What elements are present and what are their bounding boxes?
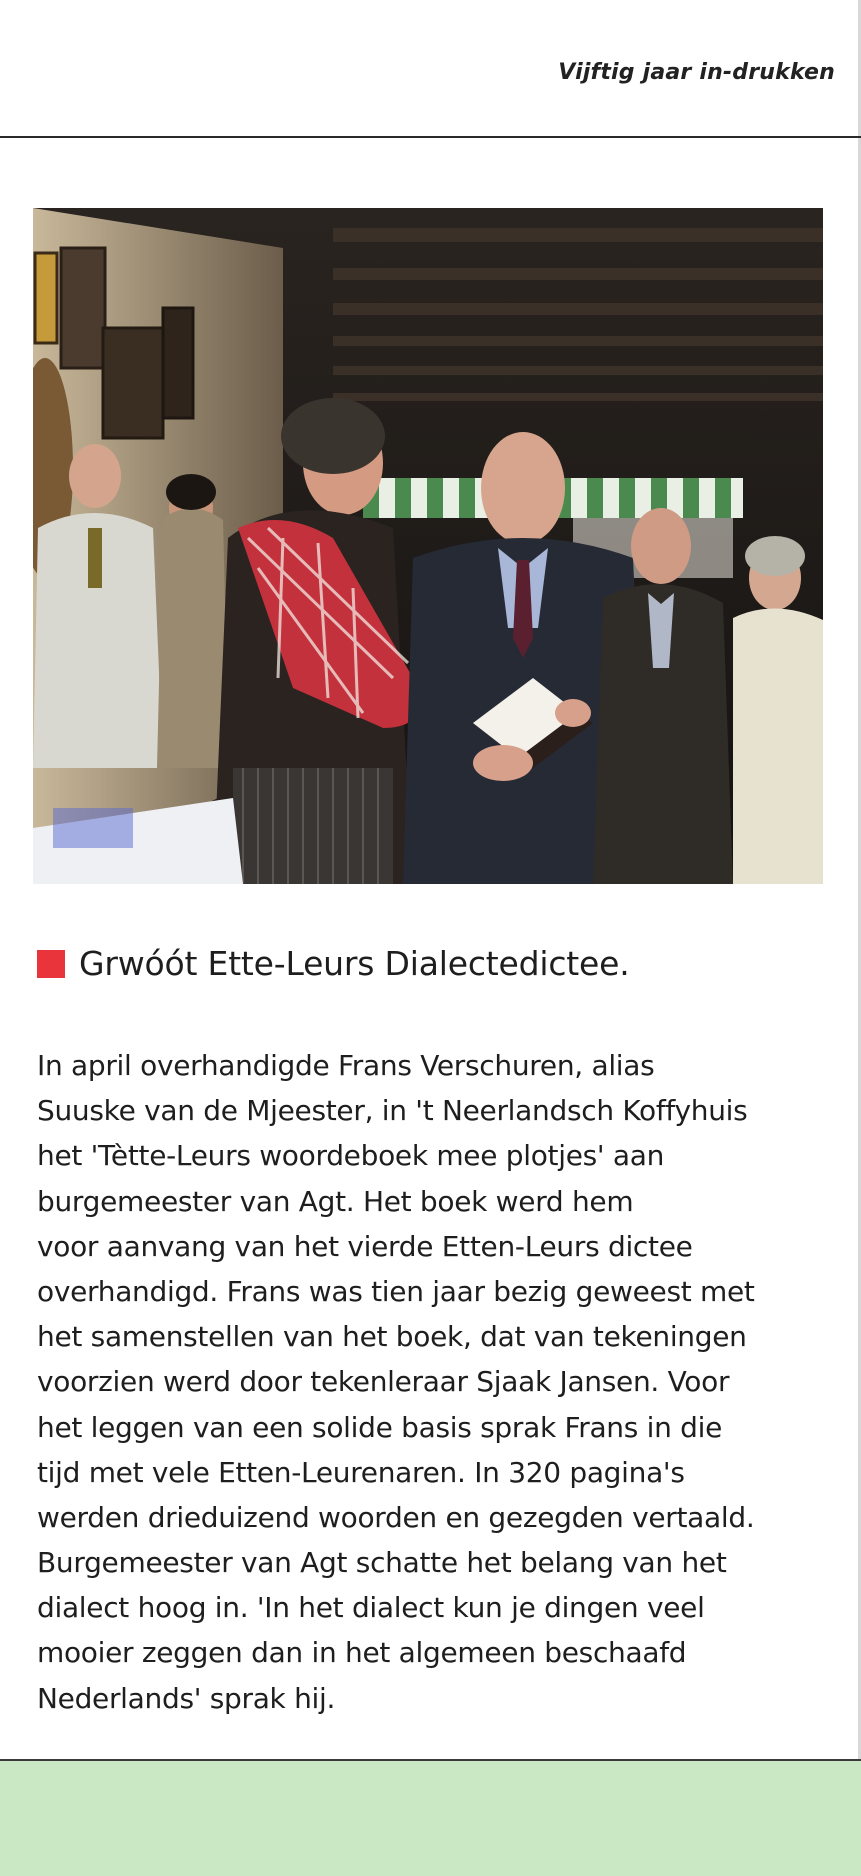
article-line: burgemeester van Agt. Het boek werd hem — [37, 1184, 634, 1218]
section-heading — [37, 944, 630, 983]
header-rule — [0, 136, 861, 138]
article-line: het samenstellen van het boek, dat van tekeningen — [37, 1320, 747, 1354]
article-line: Nederlands' sprak hij. — [37, 1681, 336, 1715]
footer-band — [0, 1761, 861, 1876]
article-line: voorzien werd door tekenleraar Sjaak Jansen. Voor — [37, 1365, 730, 1399]
article-line: Suuske van de Mjeester, in 't Neerlandsch Koffyhuis — [37, 1094, 748, 1128]
article-body — [37, 1043, 827, 1721]
heading-text: Grwóót Ette-Leurs Dialectedictee. — [79, 944, 630, 983]
article-line: voor aanvang van het vierde Etten-Leurs dictee — [37, 1229, 693, 1263]
article-photo — [33, 208, 823, 884]
article-line: In april overhandigde Frans Verschuren, alias — [37, 1049, 655, 1082]
article-line: dialect hoog in. 'In het dialect kun je dingen veel — [37, 1591, 705, 1625]
article-line: het leggen van een solide basis sprak Frans in die — [37, 1410, 723, 1444]
article-line: Burgemeester van Agt schatte het belang van het — [37, 1546, 727, 1580]
article-line: werden drieduizend woorden en gezegden vertaald. — [37, 1500, 755, 1534]
running-header: Vijftig jaar in-drukken — [558, 60, 835, 85]
red-square-bullet-icon — [37, 950, 65, 978]
article-line: het 'Tètte-Leurs woordeboek mee plotjes' aan — [37, 1139, 665, 1173]
article-line: tijd met vele Etten-Leurenaren. In 320 pagina's — [37, 1455, 685, 1489]
article-line: mooier zeggen dan in het algemeen beschaafd — [37, 1636, 687, 1670]
article-line: overhandigd. Frans was tien jaar bezig geweest met — [37, 1274, 755, 1308]
